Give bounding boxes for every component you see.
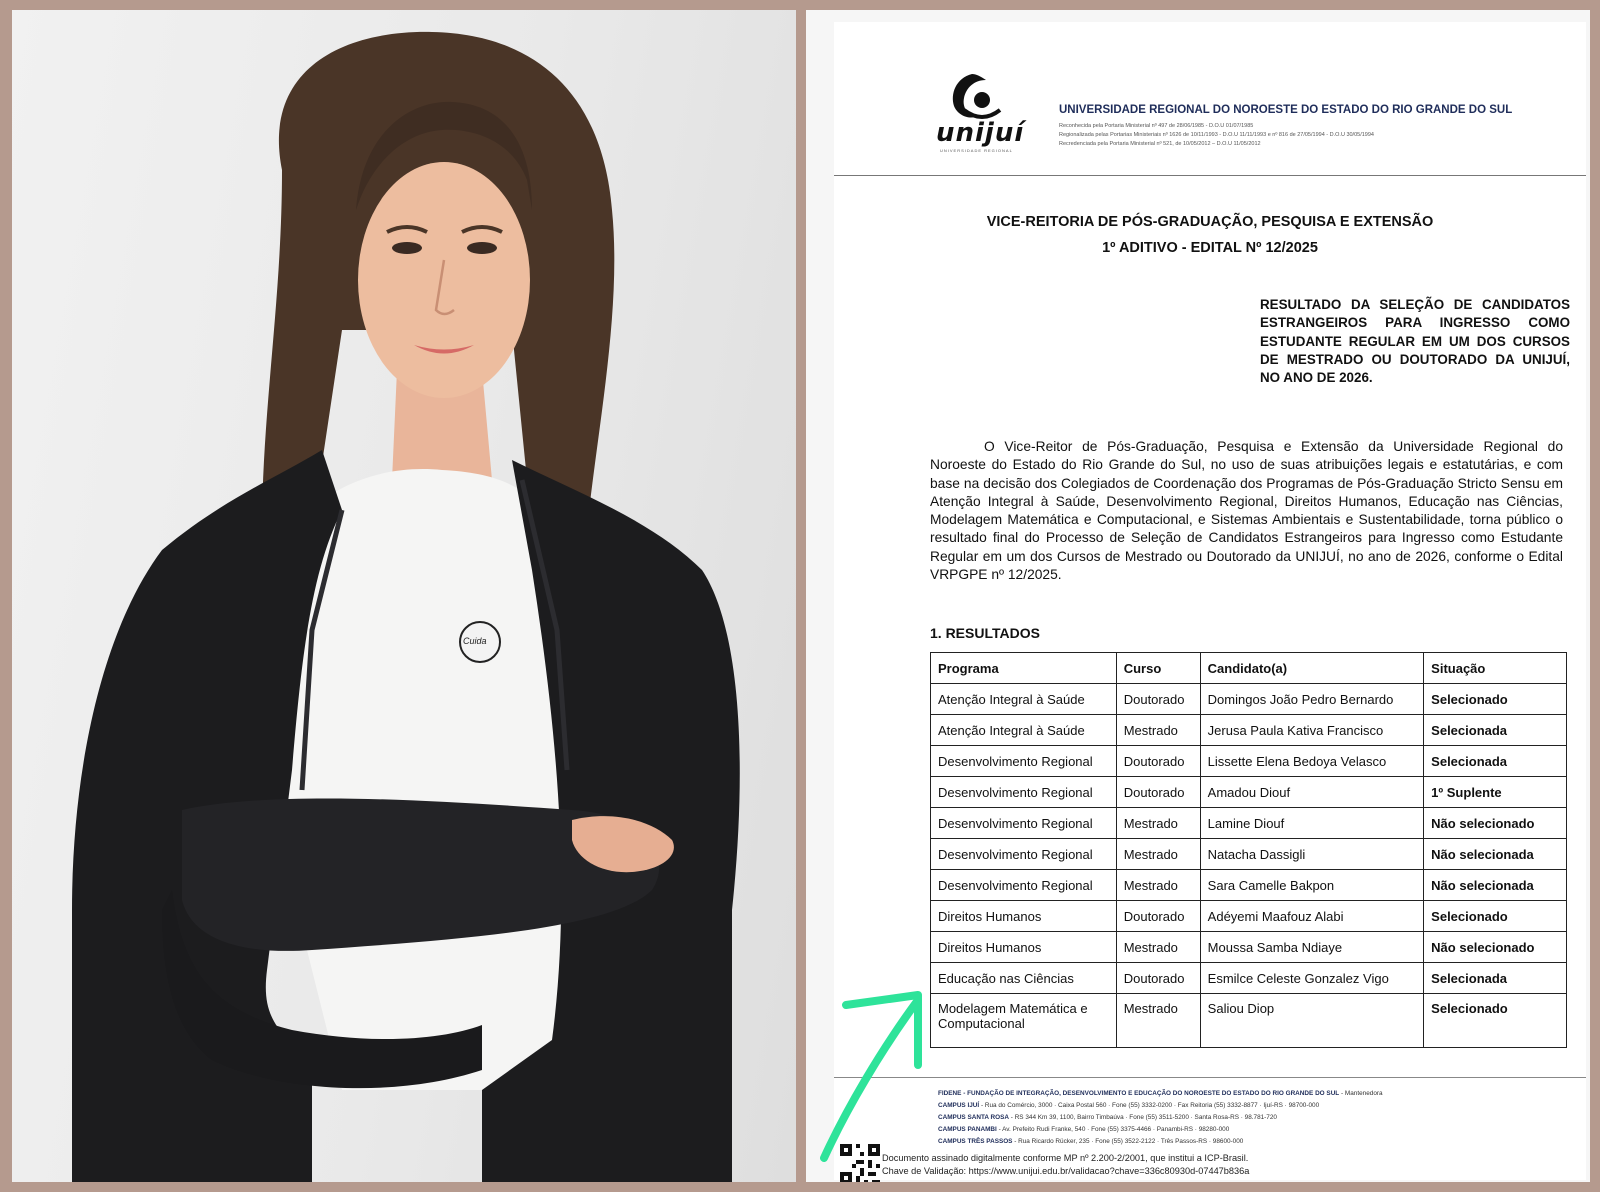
footer-line: CAMPUS SANTA ROSA - RS 344 Km 39, 1100, Bairro Timbaúva · Fone (55) 3511-5200 · Santa Rosa-RS · 98.781-720 [938,1114,1277,1121]
header-candidato: Candidato(a) [1200,653,1424,684]
cell-situacao: Selecionada [1424,963,1567,994]
portrait-photo [12,10,796,1182]
intro-paragraph: O Vice-Reitor de Pós-Graduação, Pesquisa e Extensão da Universidade Regional do Noroeste do Estado do Rio Grande do Sul, no uso de suas atribuições legais e estatutárias, e com base na decisão dos Colegiados de Coordenação dos Programas de Pós-Graduação Stricto Sensu em Atenção Integral à Saúde, Desenvolvimento Regional, Direitos Humanos, Educação nas Ciências, Modelagem Matemática e Computacional, e Sistemas Ambientais e Sustentabilidade, torna público o resultado final do Processo de Seleção de Candidatos Estrangeiros para Ingresso como Estudante Regular em um dos Cursos de Mestrado ou Doutorado da UNIJUÍ, no ano de 2026, conforme o Edital VRPGPE nº 12/2025. [930,439,1563,583]
logo-text: unijuí [936,118,1025,148]
footer-line: CAMPUS TRÊS PASSOS - Rua Ricardo Rücker, 235 · Fone (55) 3522-2122 · Três Passos-RS · 98600-000 [938,1138,1244,1145]
logo-subtext: UNIVERSIDADE REGIONAL [940,148,1013,153]
cell-situacao: Não selecionada [1424,839,1567,870]
portrait-illustration [12,10,796,1182]
cell-curso: Mestrado [1116,932,1200,963]
cell-candidato: Adéyemi Maafouz Alabi [1200,901,1424,932]
header-line: Regionalizada pelas Portarias Ministeriais nº 1626 de 10/11/1993 - D.O.U 11/11/1993 e nº 816 de 27/05/1994 - D.O.U 30/05/1994 [1059,132,1374,138]
cell-programa: Atenção Integral à Saúde [931,715,1117,746]
cell-candidato: Amadou Diouf [1200,777,1424,808]
footer-line: CAMPUS IJUÍ - Rua do Comércio, 3000 · Caixa Postal 560 · Fone (55) 3332-0200 · Fax Reitoria (55) 3332-8877 · Ijuí-RS · 98700-000 [938,1102,1320,1109]
cell-candidato: Lissette Elena Bedoya Velasco [1200,746,1424,777]
header-situacao: Situação [1424,653,1567,684]
footer-line: FIDENE - FUNDAÇÃO DE INTEGRAÇÃO, DESENVOLVIMENTO E EDUCAÇÃO DO NOROESTE DO ESTADO DO RIO GRANDE DO SUL - Mantenedora [938,1090,1383,1097]
cell-programa: Modelagem Matemática e Computacional [931,994,1117,1048]
cell-situacao: Selecionada [1424,746,1567,777]
header-line: Recredenciada pela Portaria Ministerial nº 521, de 10/05/2012 – D.O.U 11/05/2012 [1059,141,1261,147]
cell-candidato: Jerusa Paula Kativa Francisco [1200,715,1424,746]
footer-label: FIDENE - FUNDAÇÃO DE INTEGRAÇÃO, DESENVOLVIMENTO E EDUCAÇÃO DO NOROESTE DO ESTADO DO RIO GRANDE DO SUL [938,1090,1340,1097]
subject-text: RESULTADO DA SELEÇÃO DE CANDIDATOS ESTRANGEIROS PARA INGRESSO COMO ESTUDANTE REGULAR EM UM DOS CURSOS DE MESTRADO OU DOUTORADO DA UNIJUÍ, NO ANO DE 2026. [1260,297,1570,386]
cell-situacao: Selecionado [1424,994,1567,1048]
footer-line: CAMPUS PANAMBI - Av. Prefeito Rudi Franke, 540 · Fone (55) 3375-4466 · Panambi-RS · 98280-000 [938,1126,1230,1133]
validation-link[interactable]: Chave de Validação: https://www.unijui.edu.br/validacao?chave=336c80930d-07447b836a [882,1166,1250,1176]
cell-candidato: Esmilce Celeste Gonzalez Vigo [1200,963,1424,994]
cell-situacao: Selecionado [1424,901,1567,932]
header-curso: Curso [1116,653,1200,684]
cell-candidato: Saliou Diop [1200,994,1424,1048]
cell-candidato: Natacha Dassigli [1200,839,1424,870]
cell-curso: Doutorado [1116,901,1200,932]
cell-programa: Desenvolvimento Regional [931,839,1117,870]
footer-label: CAMPUS SANTA ROSA [938,1114,1010,1121]
cell-programa: Atenção Integral à Saúde [931,684,1117,715]
cell-curso: Mestrado [1116,839,1200,870]
cell-candidato: Sara Camelle Bakpon [1200,870,1424,901]
cell-programa: Direitos Humanos [931,932,1117,963]
cell-programa: Desenvolvimento Regional [931,808,1117,839]
cell-situacao: Não selecionada [1424,870,1567,901]
cell-situacao: Selecionado [1424,684,1567,715]
cell-curso: Mestrado [1116,715,1200,746]
footer-label: CAMPUS TRÊS PASSOS [938,1138,1013,1145]
cell-programa: Educação nas Ciências [931,963,1117,994]
cell-situacao: Não selecionado [1424,932,1567,963]
pin-text: Cuida [463,636,487,646]
cell-situacao: 1º Suplente [1424,777,1567,808]
footer-label: CAMPUS IJUÍ [938,1102,980,1109]
footer-label: CAMPUS PANAMBI [938,1126,997,1133]
cell-candidato: Domingos João Pedro Bernardo [1200,684,1424,715]
cell-curso: Doutorado [1116,684,1200,715]
header-line: Reconhecida pela Portaria Ministerial nº 497 de 28/06/1985 - D.O.U 01/07/1985 [1059,123,1254,129]
university-name: UNIVERSIDADE REGIONAL DO NOROESTE DO ESTADO DO RIO GRANDE DO SUL [1059,104,1513,116]
cell-situacao: Não selecionado [1424,808,1567,839]
office-title: VICE-REITORIA DE PÓS-GRADUAÇÃO, PESQUISA E EXTENSÃO [986,214,1434,230]
edital-title: 1º ADITIVO - EDITAL Nº 12/2025 [1102,240,1318,256]
green-arrow-icon [806,10,1590,1182]
cell-candidato: Lamine Diouf [1200,808,1424,839]
document-panel [806,10,1590,1182]
cell-candidato: Moussa Samba Ndiaye [1200,932,1424,963]
cell-programa: Direitos Humanos [931,901,1117,932]
cell-curso: Doutorado [1116,777,1200,808]
cell-situacao: Selecionada [1424,715,1567,746]
header-programa: Programa [931,653,1117,684]
section-title: 1. RESULTADOS [930,625,1040,641]
cell-programa: Desenvolvimento Regional [931,746,1117,777]
cell-curso: Mestrado [1116,994,1200,1048]
cell-curso: Mestrado [1116,808,1200,839]
cell-programa: Desenvolvimento Regional [931,777,1117,808]
cell-curso: Mestrado [1116,870,1200,901]
signed-notice: Documento assinado digitalmente conforme MP nº 2.200-2/2001, que institui a ICP-Brasil. [882,1153,1249,1163]
cell-curso: Doutorado [1116,746,1200,777]
cell-programa: Desenvolvimento Regional [931,870,1117,901]
cell-curso: Doutorado [1116,963,1200,994]
